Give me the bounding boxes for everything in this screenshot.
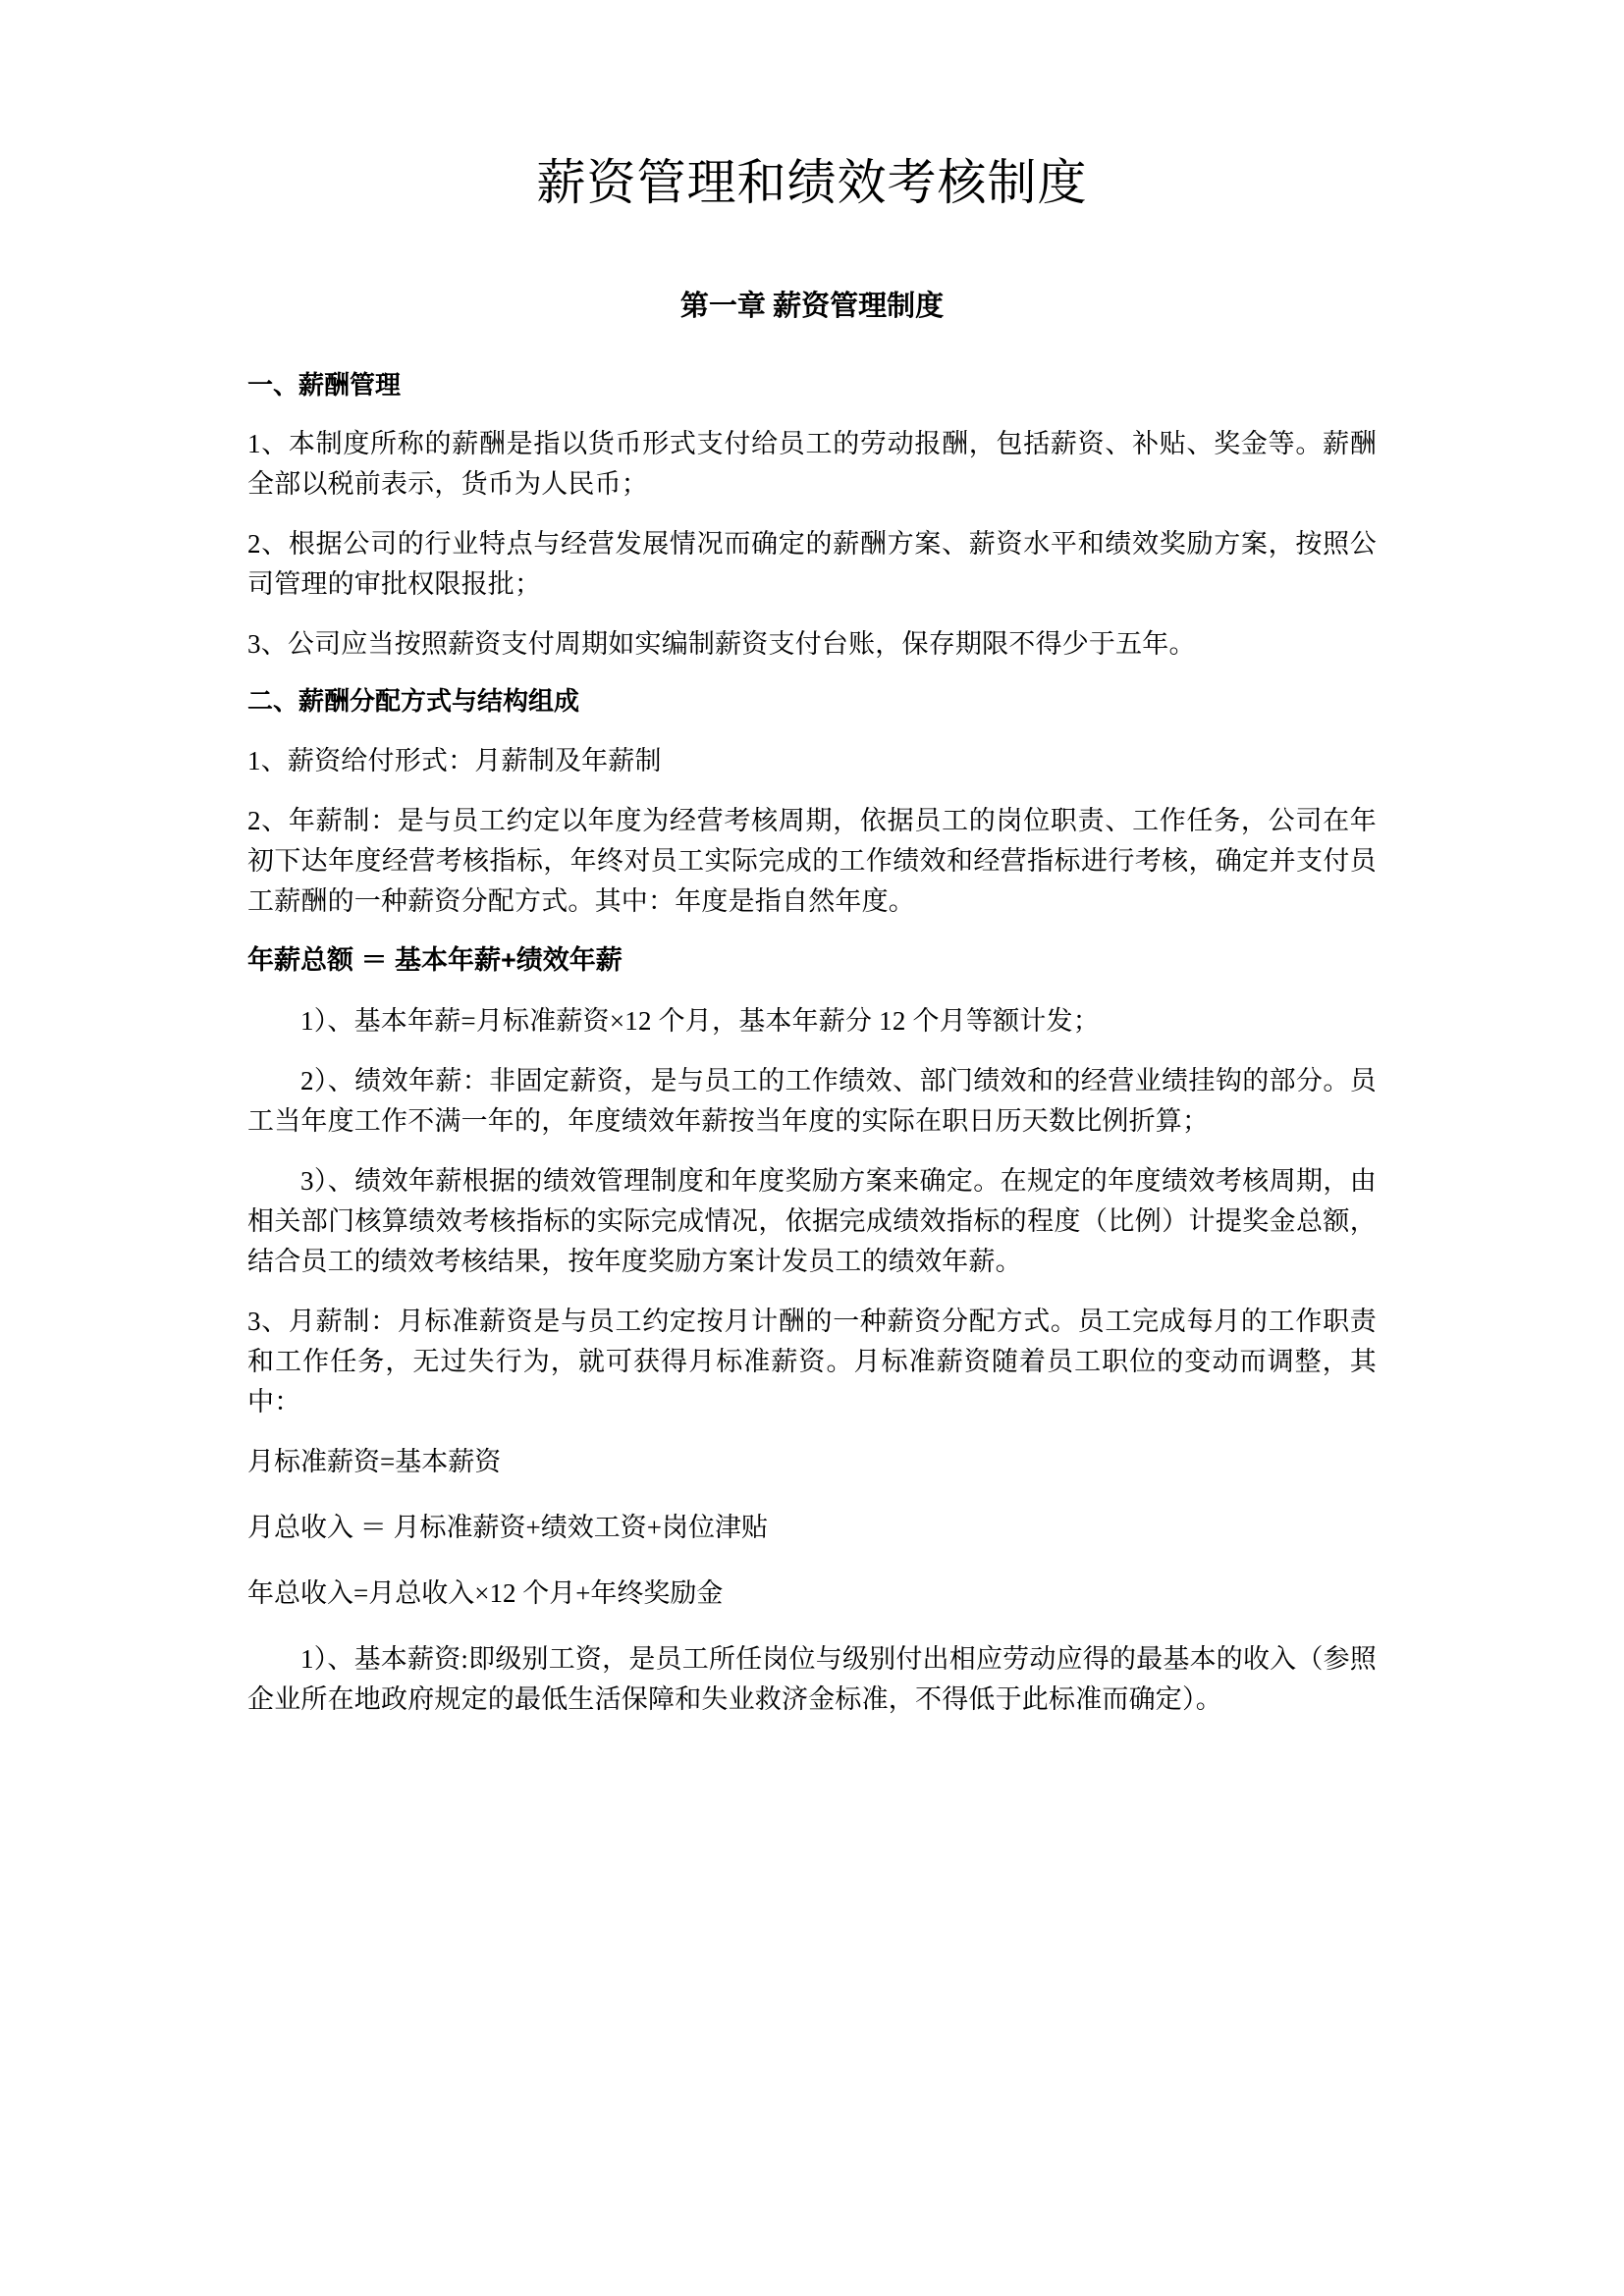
formula-monthly-total-income: 月总收入 ＝ 月标准薪资+绩效工资+岗位津贴 [247, 1513, 768, 1543]
section-heading-2: 二、薪酬分配方式与结构组成 [247, 686, 580, 717]
sub-item-2-3: 3）、绩效年薪根据的绩效管理制度和年度奖励方案来确定。在规定的年度绩效考核周期，由相关部门核算绩效考核指标的实际完成情况，依据完成绩效指标的程度（比例）计提奖金总额，结合员工的绩效考核结果，按年度奖励方案计发员工的绩效年薪。 [247, 1165, 1377, 1276]
paragraph-1-1: 1、本制度所称的薪酬是指以货币形式支付给员工的劳动报酬，包括薪资、补贴、奖金等。薪酬全部以税前表示，货币为人民币； [247, 429, 1377, 500]
sub-item-2-1: 1）、基本年薪=月标准薪资×12 个月，基本年薪分 12 个月等额计发； [300, 1005, 1100, 1036]
paragraph-1-2: 2、根据公司的行业特点与经营发展情况而确定的薪酬方案、薪资水平和绩效奖励方案，按照公司管理的审批权限报批； [247, 529, 1377, 600]
formula-annual-total-income: 年总收入=月总收入×12 个月+年终奖励金 [247, 1578, 724, 1609]
paragraph-2-2: 2、年薪制：是与员工约定以年度为经营考核周期，依据员工的岗位职责、工作任务，公司在年初下达年度经营考核指标，年终对员工实际完成的工作绩效和经营指标进行考核，确定并支付员工薪酬的一种薪资分配方式。其中：年度是指自然年度。 [247, 805, 1377, 916]
sub-item-basic-salary: 1）、基本薪资:即级别工资，是员工所任岗位与级别付出相应劳动应得的最基本的收入（参照企业所在地政府规定的最低生活保障和失业救济金标准，不得低于此标准而确定）。 [247, 1644, 1377, 1715]
paragraph-monthly-salary: 3、月薪制：月标准薪资是与员工约定按月计酬的一种薪资分配方式。员工完成每月的工作职责和工作任务，无过失行为，就可获得月标准薪资。月标准薪资随着员工职位的变动而调整，其中： [247, 1306, 1377, 1417]
sub-item-2-2: 2）、绩效年薪：非固定薪资，是与员工的工作绩效、部门绩效和的经营业绩挂钩的部分。员工当年度工作不满一年的，年度绩效年薪按当年度的实际在职日历天数比例折算； [247, 1065, 1377, 1136]
annual-salary-formula: 年薪总额 ＝ 基本年薪+绩效年薪 [247, 944, 623, 975]
document-title: 薪资管理和绩效考核制度 [536, 155, 1088, 210]
paragraph-2-1: 1、薪资给付形式：月薪制及年薪制 [247, 745, 662, 775]
formula-monthly-standard-salary: 月标准薪资=基本薪资 [247, 1447, 502, 1477]
paragraph-1-3: 3、公司应当按照薪资支付周期如实编制薪资支付台账，保存期限不得少于五年。 [247, 629, 1196, 660]
chapter-heading: 第一章 薪资管理制度 [679, 290, 945, 322]
section-heading-1: 一、薪酬管理 [247, 370, 402, 400]
